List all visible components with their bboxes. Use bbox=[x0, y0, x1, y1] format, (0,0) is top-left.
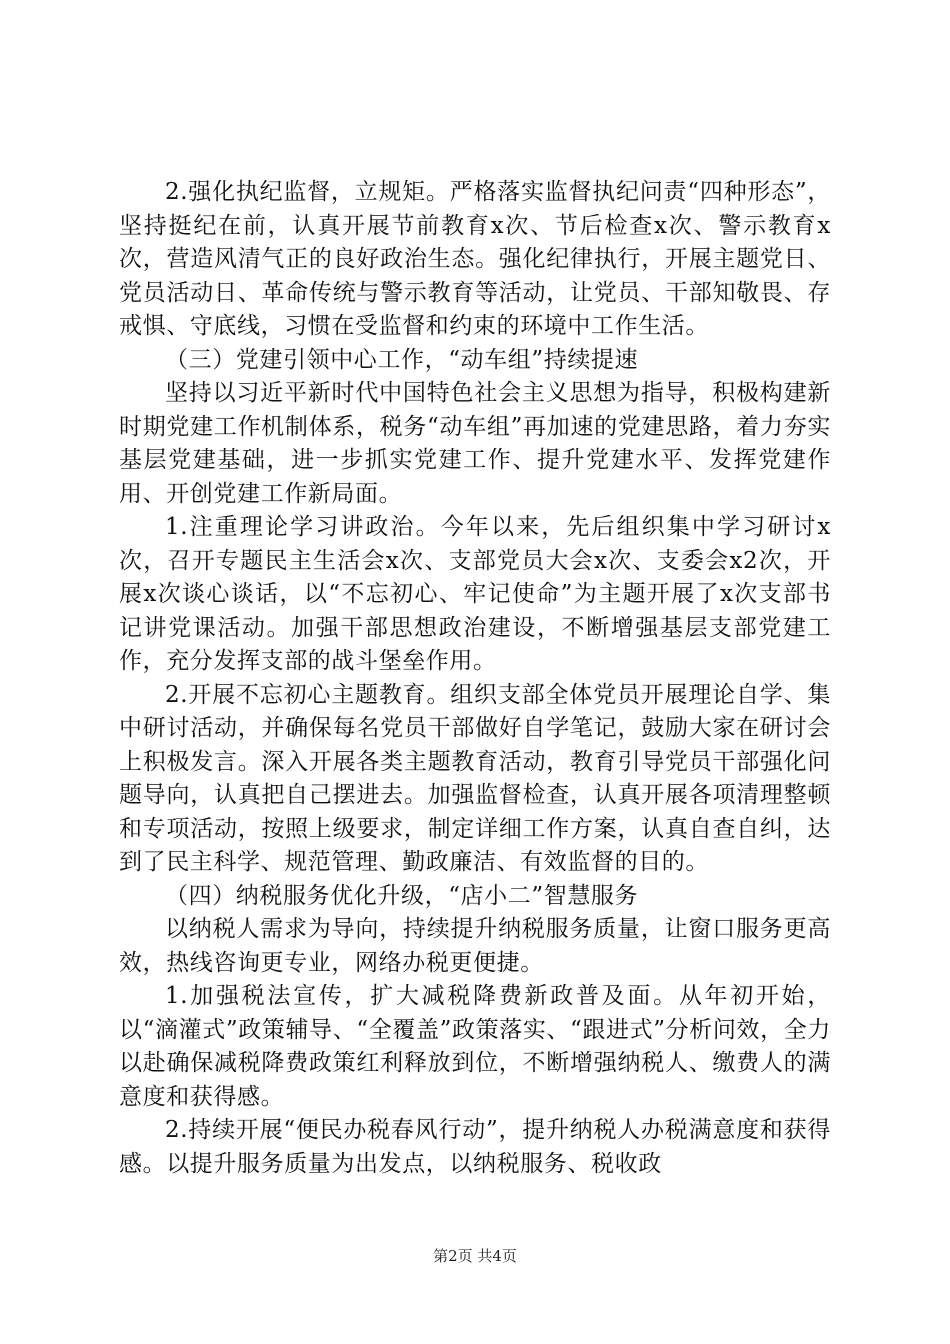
paragraph-theory-study: 1.注重理论学习讲政治。今年以来，先后组织集中学习研讨x次，召开专题民主生活会x次、支部党员大会x次、支委会x2次，开展x次谈心谈话，以“不忘初心、牢记使命”为主题开展了x次支部书记讲党课活动。加强干部思想政治建设，不断增强基层支部党建工作，充分发挥支部的战斗堡垒作用。 bbox=[119, 514, 831, 674]
page-number-footer: 第2页 共4页 bbox=[433, 1247, 517, 1265]
paragraph-tax-law-promotion: 1.加强税法宣传，扩大减税降费新政普及面。从年初开始，以“滴灌式”政策辅导、“全覆盖”政策落实、“跟进式”分析问效，全力以赴确保减税降费政策红利释放到位，不断增强纳税人、缴费人的满意度和获得感。 bbox=[119, 983, 831, 1110]
paragraph-party-building-intro: 坚持以习近平新时代中国特色社会主义思想为指导，积极构建新时期党建工作机制体系，税务“动车组”再加速的党建思路，着力夯实基层党建基础，进一步抓实党建工作、提升党建水平、发挥党建作用、开创党建工作新局面。 bbox=[119, 380, 831, 507]
document-body bbox=[119, 176, 831, 1181]
paragraph-theme-education: 2.开展不忘初心主题教育。组织支部全体党员开展理论自学、集中研讨活动，并确保每名党员干部做好自学笔记，鼓励大家在研讨会上积极发言。深入开展各类主题教育活动，教育引导党员干部强化问题导向，认真把自己摆进去。加强监督检查，认真开展各项清理整顿和专项活动，按照上级要求，制定详细工作方案，认真自查自纠，达到了民主科学、规范管理、勤政廉洁、有效监督的目的。 bbox=[119, 681, 831, 875]
paragraph-spring-breeze-action: 2.持续开展“便民办税春风行动”，提升纳税人办税满意度和获得感。以提升服务质量为出发点，以纳税服务、税收政 bbox=[119, 1117, 831, 1177]
paragraph-discipline-supervision: 2.强化执纪监督，立规矩。严格落实监督执纪问责“四种形态”，坚持挺纪在前，认真开展节前教育x次、节后检查x次、警示教育x次，营造风清气正的良好政治生态。强化纪律执行，开展主题党日、党员活动日、革命传统与警示教育等活动，让党员、干部知敬畏、存戒惧、守底线，习惯在受监督和约束的环境中工作生活。 bbox=[119, 179, 831, 339]
paragraph-tax-service-intro: 以纳税人需求为导向，持续提升纳税服务质量，让窗口服务更高效，热线咨询更专业，网络办税更便捷。 bbox=[119, 916, 831, 976]
section-heading-party-building: （三）党建引领中心工作，“动车组”持续提速 bbox=[165, 346, 639, 373]
section-heading-tax-service: （四）纳税服务优化升级，“店小二”智慧服务 bbox=[165, 882, 639, 909]
